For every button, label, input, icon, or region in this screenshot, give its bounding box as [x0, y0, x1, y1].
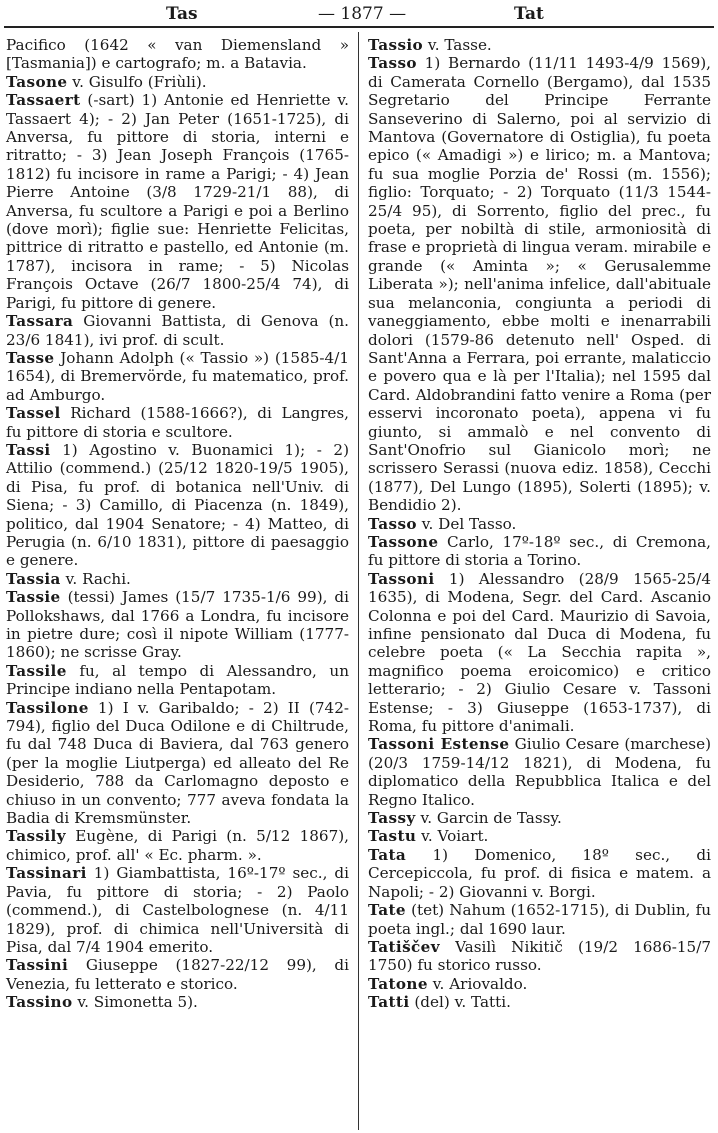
entry: Tate (tet) Nahum (1652-1715), di Dublin, fu poeta ingl.; dal 1690 laur.	[368, 901, 711, 938]
entry: Tatiščev Vasilì Nikitič (19/2 1686-15/7 1750) fu storico russo.	[368, 937, 711, 975]
header-rule	[4, 26, 714, 28]
entry: Tasse Johann Adolph (« Tassio ») (1585-4/1 1654), di Bremervörde, fu matematico, prof. ad Amburgo.	[6, 348, 349, 404]
entry: Tastu v. Voiart.	[368, 827, 489, 846]
entry: Tatti (del) v. Tatti.	[368, 993, 511, 1012]
header-left-guideword: Tas	[166, 4, 198, 24]
entry: Tasso 1) Bernardo (11/11 1493-4/9 1569), di Camerata Cornello (Bergamo), dal 1535 Segretario del Principe Ferrante Sanseverino di Salerno, poi al servizio di Mantova (Governatore di Ostiglia), fu poeta epico (« Amadigi ») e lirico; m. a Mantova; fu sua moglie Porzia de' Rossi (m. 1556); figlio: Torquato; - 2) Torquato (11/3 1544-25/4 95), di Sorrento, figlio del prec., fu poeta, per nobiltà di stile, armoniosità di frase e proprietà di lingua veram. mirabile e grande (« Aminta »; « Gerusalemme Liberata »); nell'anima infelice, dall'abituale sua melanconia, congiunta a periodi di vaneggiamento, ebbe molti e inenarrabili dolori (1579-86 detenuto nell' Osped. di Sant'Anna a Ferrara, poi errante, malaticcio e povero qua e là per l'Italia); nel 1595 dal Card. Aldobrandini fatto venire a Roma (per esservi incoronato poeta), appena vi fu giunto, si ammalò e nel convento di Sant'Onofrio sul Gianicolo morì; ne scrissero Serassi (nuova ediz. 1858), Cecchi (1877), Del Lungo (1895), Solerti (1895); v. Bendidio 2).	[368, 54, 711, 515]
entry: Tassio v. Tasse.	[368, 36, 492, 54]
entry: Tassini Giuseppe (1827-22/12 99), di Venezia, fu letterato e storico.	[6, 956, 349, 993]
entry: Pacifico (1642 « van Diemensland » [Tasmania]) e cartografo; m. a Batavia.	[6, 36, 349, 73]
entry: Tasone v. Gisulfo (Friùli).	[6, 72, 207, 91]
left-column	[6, 36, 349, 1012]
entry: Tassy v. Garcin de Tassy.	[368, 809, 562, 828]
entry: Tata 1) Domenico, 18º sec., di Cercepiccola, fu prof. di fisica e matem. a Napoli; - 2) Giovanni v. Borgi.	[368, 845, 711, 901]
page-number: — 1877 —	[318, 4, 407, 24]
entry: Tasso v. Del Tasso.	[368, 514, 517, 533]
entry: Tassone Carlo, 17º-18º sec., di Cremona, fu pittore di storia a Torino.	[368, 532, 711, 570]
entry: Tassi 1) Agostino v. Buonamici 1); - 2) Attilio (commend.) (25/12 1820-19/5 1905), di Pisa, fu prof. di botanica nell'Univ. di Siena; - 3) Camillo, di Piacenza (n. 1849), politico, dal 1904 Senatore; - 4) Matteo, di Perugia (n. 6/10 1831), pittore di paesaggio e genere.	[6, 440, 349, 570]
entry: Tassile fu, al tempo di Alessandro, un Principe indiano nella Pentapotam.	[6, 661, 349, 699]
column-divider	[358, 32, 359, 1130]
entry: Tassia v. Rachi.	[6, 569, 131, 588]
entry: Tassoni 1) Alessandro (28/9 1565-25/4 1635), di Modena, Segr. del Card. Ascanio Colonna e poi del Card. Maurizio di Savoia, infine pensionato dal Duca di Modena, fu celebre poeta (« La Secchia rapita », magnifico poema eroicomico) e critico letterario; - 2) Giulio Cesare v. Tassoni Estense; - 3) Giuseppe (1653-1737), di Roma, fu pittore d'animali.	[368, 569, 711, 736]
page-header	[0, 0, 718, 30]
entry: Tassino v. Simonetta 5).	[6, 993, 198, 1012]
entry: Tassaert (-sart) 1) Antonie ed Henriette v. Tassaert 4); - 2) Jan Peter (1651-1725), di Anversa, fu pittore di storia, interni e ritratto; - 3) Jean Joseph François (1765-1812) fu incisore in rame a Parigi; - 4) Jean Pierre Antoine (3/8 1729-21/1 88), di Anversa, fu scultore a Parigi e poi a Berlino (dove morì); figlie sue: Henriette Felicitas, pittrice di ritratto e pastello, ed Antonie (m. 1787), incisora in rame; - 5) Nicolas François Octave (26/7 1800-25/4 74), di Parigi, fu pittore di genere.	[6, 91, 349, 312]
entry: Tassinari 1) Giambattista, 16º-17º sec., di Pavia, fu pittore di storia; - 2) Paolo (commend.), di Castelbolognese (n. 4/11 1829), prof. di chimica nell'Università di Pisa, dal 7/4 1904 emerito.	[6, 864, 349, 956]
entry: Tassel Richard (1588-1666?), di Langres, fu pittore di storia e scultore.	[6, 404, 349, 441]
entry: Tassilone 1) I v. Garibaldo; - 2) II (742-794), figlio del Duca Odilone e di Chiltrude, fu dal 748 Duca di Baviera, dal 763 genero (per la moglie Liutperga) ed alleato del Re Desiderio, 788 da Carlomagno deposto e chiuso in un convento; 777 aveva fondata la Badia di Kremsmünster.	[6, 698, 349, 828]
entry: Tassie (tessi) James (15/7 1735-1/6 99), di Pollokshaws, dal 1766 a Londra, fu incisore in pietre dure; così il nipote William (1777-1860); ne scrisse Gray.	[6, 588, 349, 662]
entry: Tassara Giovanni Battista, di Genova (n. 23/6 1841), ivi prof. di scult.	[6, 312, 349, 349]
entry: Tatone v. Ariovaldo.	[368, 974, 528, 993]
right-column	[368, 36, 711, 1012]
header-right-guideword: Tat	[514, 4, 544, 24]
entry: Tassoni Estense Giulio Cesare (marchese) (20/3 1759-14/12 1821), di Modena, fu diplomatico della Repubblica Italica e del Regno Italico.	[368, 735, 711, 809]
entry: Tassily Eugène, di Parigi (n. 5/12 1867), chimico, prof. all' « Ec. pharm. ».	[6, 827, 349, 864]
